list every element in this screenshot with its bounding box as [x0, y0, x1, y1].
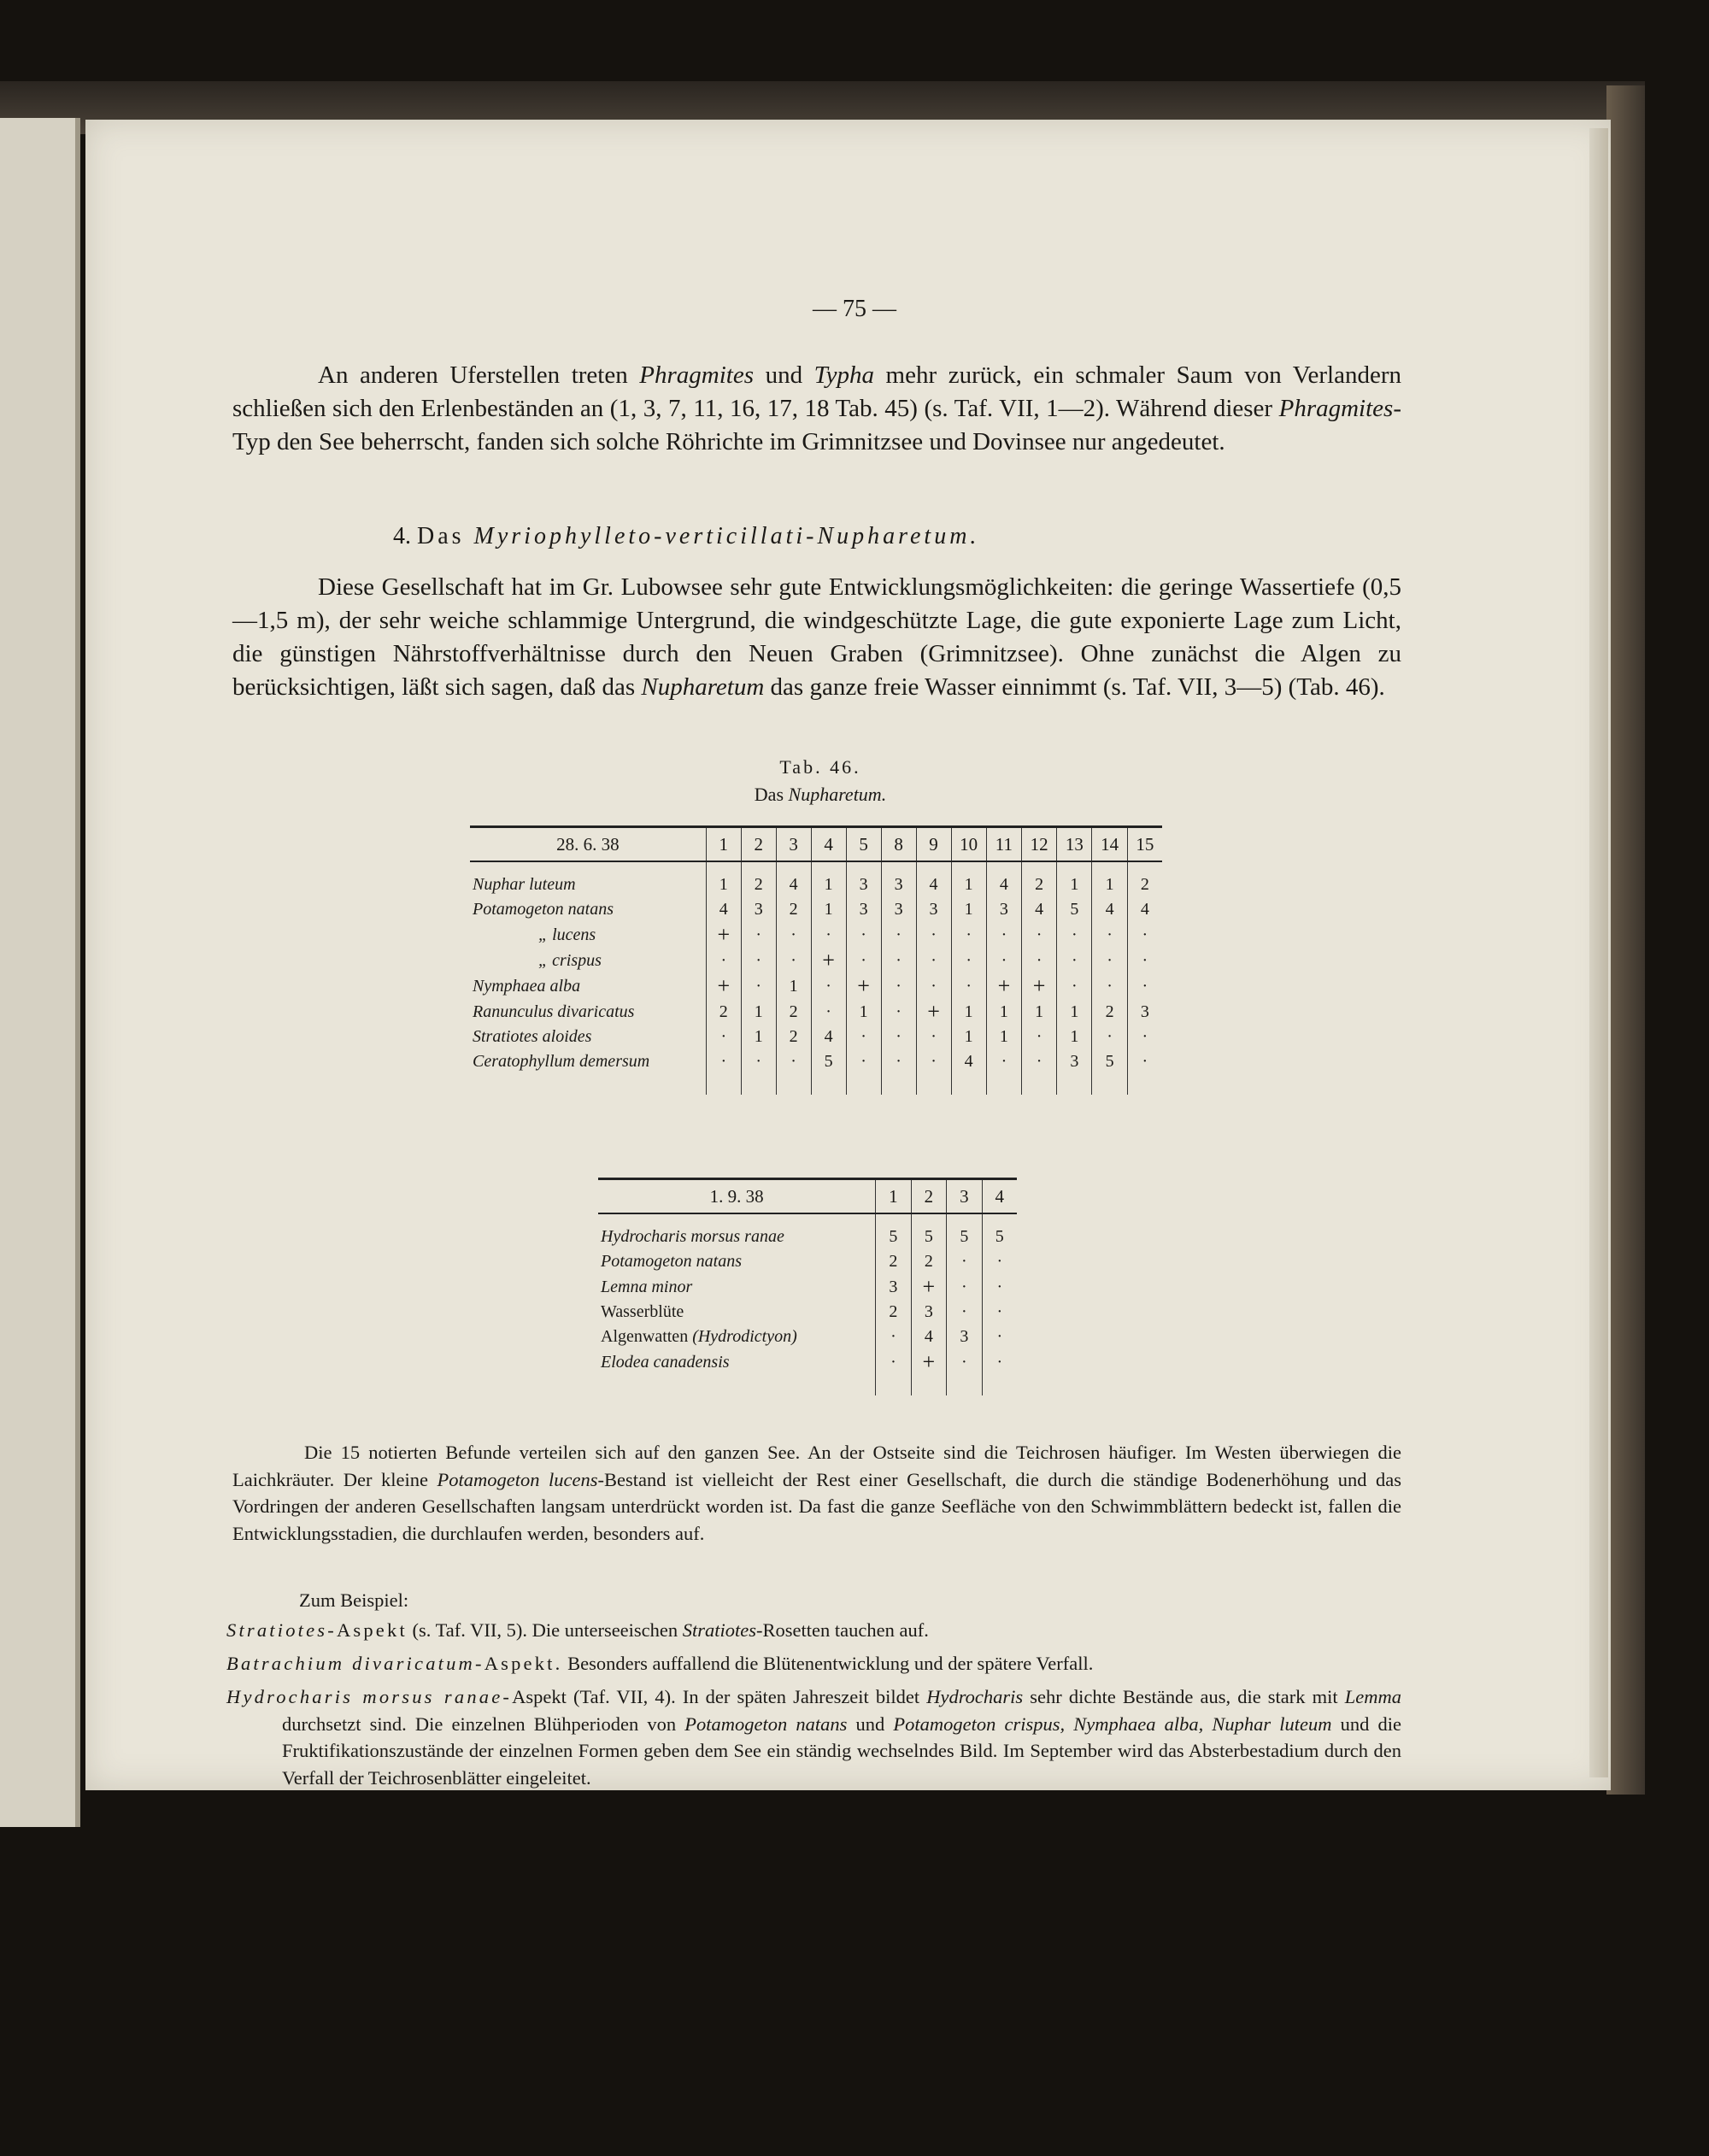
abundance-cell: 4	[811, 1025, 846, 1049]
table-row	[470, 948, 1162, 973]
abundance-cell: ·	[1092, 948, 1127, 973]
text-run: -Typ den See beherrscht, fanden sich solche Röhrichte im Grimnitzsee und Dovinsee nur angedeutet.	[232, 395, 1401, 455]
species-name: Wasserblüte	[601, 1302, 684, 1321]
example-batrachium	[226, 1650, 1401, 1677]
abundance-cell: +	[706, 973, 741, 999]
abundance-cell: ·	[876, 1349, 911, 1375]
abundance-cell: ·	[1022, 948, 1057, 973]
abundance-cell: 2	[876, 1249, 911, 1274]
abundance-cell: ·	[776, 1049, 811, 1074]
italic-term: Potamogeton crispus, Nymphaea alba, Nuphar luteum	[893, 1712, 1332, 1735]
abundance-cell: ·	[916, 1025, 951, 1049]
abundance-cell: 3	[916, 897, 951, 922]
table-bottom-spacer	[470, 1074, 1162, 1095]
abundance-cell: ·	[986, 922, 1021, 948]
text-run: und	[754, 361, 814, 389]
abundance-cell: +	[986, 973, 1021, 999]
abundance-cell: 1	[811, 897, 846, 922]
table-1-column-header: 13	[1057, 827, 1092, 862]
abundance-cell: 4	[1127, 897, 1162, 922]
table-1-column-header: 9	[916, 827, 951, 862]
species-name-cell: Ranunculus divaricatus	[473, 1002, 635, 1021]
text-run: sehr dichte Bestände aus, die stark mit	[1023, 1686, 1345, 1707]
heading-title: Myriophylleto-verticillati-Nupharetum.	[473, 523, 980, 549]
abundance-cell: 5	[876, 1225, 911, 1249]
abundance-cell: 3	[947, 1325, 982, 1349]
species-name-cell: Nuphar luteum	[473, 875, 576, 894]
text-run: Besonders auffallend die Blütenentwicklung und der spätere Verfall.	[562, 1653, 1094, 1674]
text-run: Aspekt.	[484, 1653, 563, 1674]
table-row	[598, 1325, 1017, 1349]
abundance-cell: 1	[951, 999, 986, 1025]
abundance-cell: 1	[1057, 872, 1092, 897]
abundance-cell: ·	[846, 1025, 881, 1049]
abundance-cell: +	[706, 922, 741, 948]
paragraph-2	[232, 571, 1401, 704]
abundance-cell: 2	[776, 897, 811, 922]
abundance-cell: ·	[947, 1349, 982, 1375]
table-1-header-row	[470, 827, 1162, 862]
abundance-cell: ·	[982, 1249, 1017, 1274]
abundance-cell: 3	[1127, 999, 1162, 1025]
text-run: Aspekt (Taf. VII, 4). In der späten Jahreszeit bildet	[512, 1686, 927, 1707]
abundance-cell: ·	[846, 1049, 881, 1074]
table-row	[598, 1225, 1017, 1249]
table-row	[598, 1349, 1017, 1375]
abundance-cell: +	[811, 948, 846, 973]
abundance-cell: ·	[916, 973, 951, 999]
section-heading	[393, 523, 1248, 550]
abundance-cell: 2	[876, 1300, 911, 1325]
abundance-cell: ·	[1092, 1025, 1127, 1049]
italic-term: Potamogeton natans	[684, 1712, 848, 1735]
abundance-cell: ·	[881, 973, 916, 999]
page-number: — 75 —	[813, 296, 896, 322]
table-1-column-header: 10	[951, 827, 986, 862]
abundance-cell: 1	[986, 1025, 1021, 1049]
table-1-column-header: 8	[881, 827, 916, 862]
abundance-cell: 3	[741, 897, 776, 922]
table-row	[470, 872, 1162, 897]
table-row	[470, 973, 1162, 999]
abundance-cell: ·	[706, 1025, 741, 1049]
abundance-cell: 3	[846, 872, 881, 897]
nupharetum-table-1	[470, 825, 1162, 1095]
table-spacer-row	[470, 861, 1162, 872]
abundance-cell: 2	[1022, 872, 1057, 897]
abundance-cell: 2	[706, 999, 741, 1025]
italic-term: Typha	[813, 361, 874, 389]
abundance-cell: 4	[951, 1049, 986, 1074]
abundance-cell: ·	[1127, 922, 1162, 948]
text-run: -Rosetten tauchen auf.	[756, 1619, 929, 1641]
table-1-column-header: 2	[741, 827, 776, 862]
paragraph-3	[232, 1439, 1401, 1547]
abundance-cell: 5	[1092, 1049, 1127, 1074]
table-bottom-spacer	[598, 1375, 1017, 1395]
table-row	[470, 999, 1162, 1025]
abundance-cell: 1	[1092, 872, 1127, 897]
heading-prefix: 4.	[393, 523, 417, 549]
abundance-cell: ·	[1022, 922, 1057, 948]
left-page-edge	[0, 118, 80, 1827]
abundance-cell: 3	[846, 897, 881, 922]
abundance-cell: ·	[881, 1025, 916, 1049]
italic-term: Hydrocharis	[926, 1686, 1024, 1707]
species-name-cell: Potamogeton natans	[473, 900, 614, 919]
abundance-cell: +	[911, 1274, 947, 1300]
table-1-column-header: 12	[1022, 827, 1057, 862]
abundance-cell: 1	[811, 872, 846, 897]
table-row	[470, 922, 1162, 948]
table-2-column-header: 2	[911, 1179, 947, 1214]
table-1-date: 28. 6. 38	[556, 833, 620, 855]
abundance-cell: 4	[1022, 897, 1057, 922]
table-row	[598, 1249, 1017, 1274]
species-name-cell: Elodea canadensis	[601, 1352, 730, 1372]
abundance-cell: ·	[881, 922, 916, 948]
species-name-cell: Hydrocharis morsus ranae	[601, 1227, 784, 1246]
abundance-cell: 4	[706, 897, 741, 922]
abundance-cell: ·	[982, 1300, 1017, 1325]
abundance-cell: ·	[811, 999, 846, 1025]
spaced-species-name: Stratiotes-	[226, 1619, 337, 1641]
abundance-cell: ·	[741, 922, 776, 948]
abundance-cell: ·	[881, 1049, 916, 1074]
abundance-cell: ·	[1022, 1049, 1057, 1074]
abundance-cell: 2	[776, 999, 811, 1025]
abundance-cell: 2	[741, 872, 776, 897]
table-number: Tab. 46.	[779, 756, 861, 778]
text-run: -Bestand ist vielleicht der Rest einer Gesellschaft, die durch die ständige Bodenerhöhung und das Vordringen der anderen Gesellschaften langsam unterdrückt worden ist. Da fast die ganze Seefläche von den Schwimmblättern bedeckt ist, fallen die Entwicklungsstadien, die durchlaufen werden, besonders auf.	[232, 1468, 1402, 1544]
abundance-cell: ·	[881, 999, 916, 1025]
abundance-cell: 1	[846, 999, 881, 1025]
abundance-cell: 2	[1092, 999, 1127, 1025]
abundance-cell: 1	[1057, 1025, 1092, 1049]
table-caption	[649, 784, 991, 806]
table-spacer-row	[598, 1213, 1017, 1225]
abundance-cell: ·	[741, 1049, 776, 1074]
abundance-cell: ·	[951, 948, 986, 973]
species-name: Algenwatten	[601, 1327, 689, 1346]
abundance-cell: ·	[706, 948, 741, 973]
abundance-cell: ·	[916, 948, 951, 973]
abundance-cell: 3	[881, 872, 916, 897]
table-2-column-header: 1	[876, 1179, 911, 1214]
example-label: Zum Beispiel:	[299, 1589, 409, 1611]
italic-term: Phragmites	[1278, 395, 1394, 422]
abundance-cell: ·	[916, 1049, 951, 1074]
table-1-column-header: 11	[986, 827, 1021, 862]
abundance-cell: +	[916, 999, 951, 1025]
abundance-cell: ·	[776, 948, 811, 973]
abundance-cell: 1	[1057, 999, 1092, 1025]
abundance-cell: 3	[881, 897, 916, 922]
abundance-cell: ·	[986, 948, 1021, 973]
table-1-column-header: 1	[706, 827, 741, 862]
abundance-cell: ·	[741, 948, 776, 973]
table-2-date: 1. 9. 38	[709, 1185, 764, 1207]
abundance-cell: 4	[916, 872, 951, 897]
abundance-cell: ·	[1127, 1025, 1162, 1049]
abundance-cell: 1	[951, 897, 986, 922]
abundance-cell: 5	[811, 1049, 846, 1074]
italic-term: Phragmites	[639, 361, 755, 389]
abundance-cell: 5	[1057, 897, 1092, 922]
abundance-cell: 4	[1092, 897, 1127, 922]
abundance-cell: ·	[1092, 922, 1127, 948]
table-row	[598, 1274, 1017, 1300]
abundance-cell: 1	[741, 1025, 776, 1049]
abundance-cell: +	[911, 1349, 947, 1375]
abundance-cell: 1	[1022, 999, 1057, 1025]
abundance-cell: 5	[982, 1225, 1017, 1249]
abundance-cell: ·	[1127, 948, 1162, 973]
text-run: und die Fruktifikationszustände der einzelnen Formen geben dem See ein ständig wechselndes Bild. Im September wird das Absterbestadium durch den Verfall der Teichrosenblätter eingeleitet.	[282, 1712, 1401, 1789]
abundance-cell: ·	[982, 1349, 1017, 1375]
italic-term: Stratiotes	[682, 1619, 757, 1641]
abundance-cell: 4	[911, 1325, 947, 1349]
table-row	[470, 1025, 1162, 1049]
abundance-cell: ·	[846, 948, 881, 973]
abundance-cell: ·	[1057, 973, 1092, 999]
table-1-column-header: 15	[1127, 827, 1162, 862]
abundance-cell: 1	[951, 1025, 986, 1049]
abundance-cell: 1	[986, 999, 1021, 1025]
abundance-cell: 3	[986, 897, 1021, 922]
abundance-cell: ·	[982, 1325, 1017, 1349]
abundance-cell: ·	[951, 922, 986, 948]
table-1-column-header: 5	[846, 827, 881, 862]
table-1-column-header: 3	[776, 827, 811, 862]
text-run: das ganze freie Wasser einnimmt (s. Taf. VII, 3—5) (Tab. 46).	[764, 673, 1385, 701]
abundance-cell: 4	[986, 872, 1021, 897]
abundance-cell: 1	[741, 999, 776, 1025]
abundance-cell: 3	[1057, 1049, 1092, 1074]
species-name-cell: Nymphaea alba	[473, 976, 581, 996]
table-2-column-header: 4	[982, 1179, 1017, 1214]
italic-term: Nupharetum	[641, 673, 765, 701]
page-stack-edge	[1589, 128, 1608, 1777]
species-name-cell: Potamogeton natans	[601, 1252, 742, 1271]
abundance-cell: +	[846, 973, 881, 999]
species-name-cell: Lemna minor	[601, 1277, 693, 1296]
abundance-cell: ·	[1127, 973, 1162, 999]
italic-term: Potamogeton lucens	[437, 1468, 598, 1490]
abundance-cell: ·	[1127, 1049, 1162, 1074]
text-run: An anderen Uferstellen treten	[318, 361, 640, 389]
example-stratiotes	[226, 1617, 1401, 1644]
abundance-cell: ·	[706, 1049, 741, 1074]
abundance-cell: ·	[876, 1325, 911, 1349]
species-name-cell: „ crispus	[538, 950, 602, 970]
abundance-cell: ·	[947, 1274, 982, 1300]
abundance-cell: ·	[982, 1274, 1017, 1300]
text-run: mehr zurück, ein schmaler Saum von Verlandern schließen sich den Erlenbeständen an (1, 3, 7, 11, 16, 17, 18 Tab. 45) (s. Taf. VII, 1—2). Während dieser	[232, 361, 1401, 422]
text-run: und	[847, 1712, 894, 1735]
abundance-cell: ·	[1057, 948, 1092, 973]
paragraph-1	[232, 359, 1401, 459]
abundance-cell: 3	[876, 1274, 911, 1300]
abundance-cell: ·	[916, 922, 951, 948]
italic-term: Lemma	[1344, 1686, 1401, 1707]
species-name-suffix: (Hydrodictyon)	[688, 1327, 797, 1346]
abundance-cell: 5	[911, 1225, 947, 1249]
text-run: Diese Gesellschaft hat im Gr. Lubowsee sehr gute Entwicklungsmöglichkeiten: die geringe Wassertiefe (0,5—1,5 m), der sehr weiche schlammige Untergrund, die windgeschützte Lage, die gute exponierte Lage zum Licht, die günstigen Nährstoffverhältnisse durch den Neuen Graben (Grimnitzsee). Ohne zunächst die Algen zu berücksichtigen, läßt sich sagen, daß das	[232, 573, 1401, 701]
abundance-cell: ·	[846, 922, 881, 948]
abundance-cell: 2	[1127, 872, 1162, 897]
book-cover-right-edge	[1606, 85, 1645, 1795]
table-2-column-header: 3	[947, 1179, 982, 1214]
abundance-cell: ·	[1057, 922, 1092, 948]
nupharetum-table-2	[598, 1178, 1017, 1395]
abundance-cell: ·	[881, 948, 916, 973]
abundance-cell: 3	[911, 1300, 947, 1325]
table-1-column-header: 4	[811, 827, 846, 862]
abundance-cell: 2	[776, 1025, 811, 1049]
example-hydrocharis	[226, 1683, 1401, 1791]
abundance-cell: 1	[706, 872, 741, 897]
abundance-cell: ·	[947, 1300, 982, 1325]
abundance-cell: ·	[741, 973, 776, 999]
abundance-cell: 5	[947, 1225, 982, 1249]
text-run: Aspekt	[336, 1619, 408, 1641]
abundance-cell: ·	[951, 973, 986, 999]
text-run: Die 15 notierten Befunde verteilen sich auf den ganzen See. An der Ostseite sind die Teichrosen häufiger. Im Westen überwiegen die Laichkräuter. Der kleine	[232, 1442, 1401, 1490]
spaced-species-name: Batrachium divaricatum-	[226, 1653, 485, 1674]
species-name-cell	[598, 1300, 876, 1325]
table-2-header-row	[598, 1179, 1017, 1214]
abundance-cell: 2	[911, 1249, 947, 1274]
table-caption-prefix: Das	[754, 784, 789, 805]
abundance-cell: 1	[951, 872, 986, 897]
abundance-cell: ·	[1092, 973, 1127, 999]
abundance-cell: ·	[947, 1249, 982, 1274]
abundance-cell: ·	[986, 1049, 1021, 1074]
table-row	[470, 1049, 1162, 1074]
abundance-cell: ·	[1022, 1025, 1057, 1049]
abundance-cell: ·	[776, 922, 811, 948]
text-run: (s. Taf. VII, 5). Die unterseeischen	[407, 1619, 683, 1641]
abundance-cell: ·	[811, 973, 846, 999]
table-row	[598, 1300, 1017, 1325]
species-name-cell: Stratiotes aloides	[473, 1027, 592, 1046]
table-row	[470, 897, 1162, 922]
heading-das: Das	[417, 523, 474, 549]
abundance-cell: +	[1022, 973, 1057, 999]
table-caption-title: Nupharetum.	[788, 784, 887, 805]
spaced-species-name: Hydrocharis morsus ranae-	[226, 1686, 513, 1707]
abundance-cell: 4	[776, 872, 811, 897]
species-name-cell: Ceratophyllum demersum	[473, 1052, 650, 1071]
table-1-column-header: 14	[1092, 827, 1127, 862]
abundance-cell: ·	[811, 922, 846, 948]
abundance-cell: 1	[776, 973, 811, 999]
text-run: durchsetzt sind. Die einzelnen Blühperioden von	[282, 1712, 685, 1735]
species-name-cell: „ lucens	[538, 925, 596, 944]
species-name-cell	[598, 1325, 876, 1349]
